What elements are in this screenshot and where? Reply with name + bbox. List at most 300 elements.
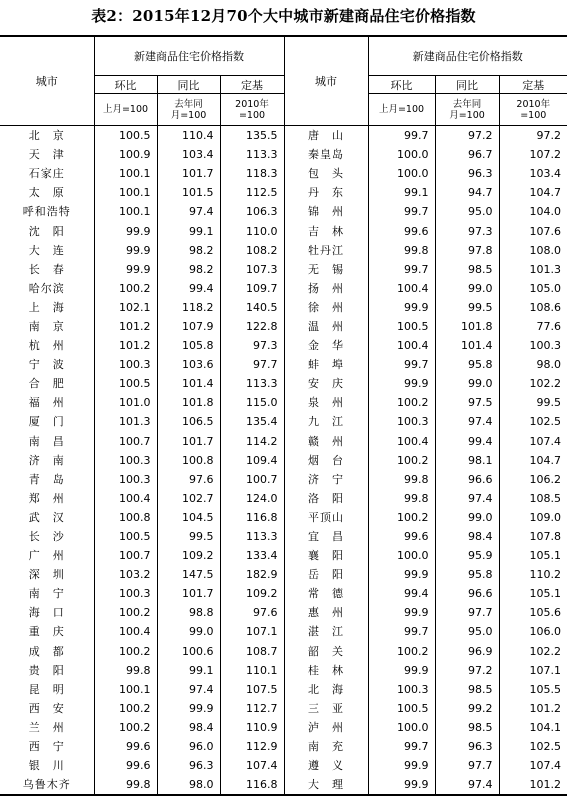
right-city-cell: 湛 江	[284, 622, 368, 641]
right-base-cell: 107.1	[529, 663, 562, 677]
right-city-cell: 泉 州	[284, 393, 368, 412]
left-yoy-cell: 103.4	[157, 145, 220, 164]
left-yoy-cell: 99.9	[157, 699, 220, 718]
right-base-cell: 105.6	[529, 606, 562, 620]
left-mom-cell: 101.2	[94, 317, 157, 336]
left-base-cell: 133.4	[220, 546, 284, 565]
table-row	[0, 584, 567, 603]
right-mom-cell: 99.9	[368, 756, 435, 775]
left-yoy-cell: 109.2	[157, 546, 220, 565]
right-yoy-cell: 97.7	[435, 603, 499, 622]
table-row	[0, 508, 567, 527]
yoy-sub-line2: 月=100	[170, 109, 207, 121]
right-yoy-cell: 101.8	[435, 317, 499, 336]
left-base-cell: 108.2	[220, 241, 284, 260]
table-row	[0, 279, 567, 298]
right-yoy-cell: 99.4	[435, 432, 499, 451]
right-yoy-cell: 96.9	[435, 642, 499, 661]
right-yoy-cell: 98.4	[435, 527, 499, 546]
yoy-sub-line2: 月=100	[449, 109, 485, 121]
left-city-cell: 西 宁	[0, 737, 94, 756]
right-base-cell: 107.8	[529, 530, 562, 544]
table-row	[0, 622, 567, 641]
left-yoy-cell: 97.4	[157, 202, 220, 221]
right-city-cell: 北 海	[284, 680, 368, 699]
left-mom-cell: 102.1	[94, 298, 157, 317]
left-base-cell: 115.0	[220, 393, 284, 412]
right-base-cell: 107.4	[529, 434, 562, 448]
right-city-cell: 赣 州	[284, 432, 368, 451]
left-mom-cell: 99.8	[94, 775, 157, 795]
table-row	[0, 221, 567, 240]
right-base-cell: 101.2	[499, 775, 567, 795]
left-mom-cell: 99.9	[94, 221, 157, 240]
yoy-sub-left	[157, 94, 220, 126]
table-title: 表2：2015年12月70个大中城市新建商品住宅价格指数	[91, 7, 476, 25]
right-mom-cell: 99.4	[368, 584, 435, 603]
group-header-right: 新建商品住宅价格指数	[368, 36, 567, 76]
base-sub-line1: 2010年	[235, 98, 269, 110]
left-yoy-cell: 103.6	[157, 355, 220, 374]
right-mom-cell: 100.5	[368, 317, 435, 336]
left-city-cell: 济 南	[0, 451, 94, 470]
table-row	[0, 355, 567, 374]
left-base-cell: 97.6	[220, 603, 284, 622]
left-mom-cell: 103.2	[94, 565, 157, 584]
base-sub-left	[220, 94, 284, 126]
left-base-cell: 106.3	[220, 202, 284, 221]
right-city-cell: 九 江	[284, 412, 368, 431]
right-mom-cell: 99.7	[368, 260, 435, 279]
left-mom-cell: 100.2	[94, 718, 157, 737]
left-base-cell: 122.8	[220, 317, 284, 336]
left-yoy-cell: 100.8	[157, 451, 220, 470]
right-base-cell: 107.6	[529, 224, 562, 238]
right-mom-cell: 99.6	[368, 527, 435, 546]
table-row	[0, 374, 567, 393]
right-base-cell: 104.7	[529, 186, 562, 200]
left-yoy-cell: 98.2	[157, 241, 220, 260]
left-yoy-cell: 98.4	[157, 718, 220, 737]
right-base-cell: 106.0	[529, 625, 562, 639]
right-base-cell: 102.5	[529, 415, 562, 429]
right-city-cell: 包 头	[284, 164, 368, 183]
left-yoy-cell: 101.8	[157, 393, 220, 412]
left-mom-cell: 100.7	[94, 546, 157, 565]
right-mom-cell: 99.9	[368, 374, 435, 393]
right-mom-cell: 99.7	[368, 126, 435, 146]
left-mom-cell: 99.6	[94, 737, 157, 756]
right-city-cell: 平顶山	[284, 508, 368, 527]
left-base-cell: 110.1	[220, 661, 284, 680]
right-yoy-cell: 97.8	[435, 241, 499, 260]
table-row	[0, 145, 567, 164]
left-yoy-cell: 147.5	[157, 565, 220, 584]
right-city-cell: 泸 州	[284, 718, 368, 737]
right-yoy-cell: 99.2	[435, 699, 499, 718]
right-mom-cell: 99.8	[368, 470, 435, 489]
right-yoy-cell: 98.5	[435, 718, 499, 737]
right-mom-cell: 100.0	[368, 164, 435, 183]
left-city-cell: 长 沙	[0, 527, 94, 546]
left-city-cell: 广 州	[0, 546, 94, 565]
left-base-cell: 182.9	[220, 565, 284, 584]
right-base-cell: 109.0	[529, 510, 562, 524]
right-city-cell: 金 华	[284, 336, 368, 355]
left-mom-cell: 101.3	[94, 412, 157, 431]
left-yoy-cell: 99.0	[157, 622, 220, 641]
left-base-cell: 116.8	[220, 775, 284, 795]
left-city-cell: 呼和浩特	[0, 202, 94, 221]
table-row	[0, 260, 567, 279]
right-city-cell: 惠 州	[284, 603, 368, 622]
table-row	[0, 202, 567, 221]
left-base-cell: 135.4	[220, 412, 284, 431]
mom-sub-right: 上月=100	[368, 94, 435, 126]
right-base-cell: 105.1	[529, 587, 562, 601]
right-mom-cell: 100.4	[368, 279, 435, 298]
mom-sub-left: 上月=100	[94, 94, 157, 126]
right-city-cell: 洛 阳	[284, 489, 368, 508]
right-yoy-cell: 97.5	[435, 393, 499, 412]
left-city-cell: 郑 州	[0, 489, 94, 508]
left-base-cell: 107.4	[220, 756, 284, 775]
left-mom-cell: 100.3	[94, 355, 157, 374]
right-mom-cell: 100.2	[368, 393, 435, 412]
group-header-left: 新建商品住宅价格指数	[94, 36, 284, 76]
yoy-sub-line1: 去年同	[452, 98, 482, 110]
left-yoy-cell: 107.9	[157, 317, 220, 336]
right-mom-cell: 99.7	[368, 355, 435, 374]
left-mom-cell: 100.5	[94, 527, 157, 546]
left-yoy-cell: 99.4	[157, 279, 220, 298]
right-mom-cell: 100.5	[368, 699, 435, 718]
left-base-cell: 113.3	[220, 374, 284, 393]
left-city-cell: 沈 阳	[0, 221, 94, 240]
right-mom-cell: 100.0	[368, 145, 435, 164]
right-city-cell: 蚌 埠	[284, 355, 368, 374]
right-mom-cell: 99.1	[368, 183, 435, 202]
left-yoy-cell: 96.0	[157, 737, 220, 756]
right-yoy-cell: 95.8	[435, 355, 499, 374]
right-city-cell: 大 理	[284, 775, 368, 795]
left-base-cell: 107.5	[220, 680, 284, 699]
right-base-cell: 103.4	[529, 167, 562, 181]
right-city-cell: 济 宁	[284, 470, 368, 489]
table-row	[0, 680, 567, 699]
table-row	[0, 756, 567, 775]
left-base-cell: 113.3	[220, 527, 284, 546]
left-mom-cell: 101.2	[94, 336, 157, 355]
left-city-cell: 青 岛	[0, 470, 94, 489]
right-base-cell: 110.2	[529, 568, 562, 582]
mom-header-left: 环比	[94, 76, 157, 94]
left-city-cell: 合 肥	[0, 374, 94, 393]
right-yoy-cell: 97.3	[435, 221, 499, 240]
right-base-cell: 102.2	[529, 644, 562, 658]
right-city-cell: 桂 林	[284, 661, 368, 680]
right-mom-cell: 99.9	[368, 565, 435, 584]
right-mom-cell: 100.2	[368, 642, 435, 661]
right-city-cell: 常 德	[284, 584, 368, 603]
right-city-cell: 三 亚	[284, 699, 368, 718]
left-yoy-cell: 105.8	[157, 336, 220, 355]
base-header-right: 定基	[499, 76, 567, 94]
left-yoy-cell: 98.0	[157, 775, 220, 795]
base-sub-line2: =100	[238, 109, 266, 121]
price-index-table	[0, 35, 567, 796]
left-mom-cell: 100.5	[94, 374, 157, 393]
left-mom-cell: 100.4	[94, 489, 157, 508]
left-city-cell: 武 汉	[0, 508, 94, 527]
right-yoy-cell: 99.0	[435, 374, 499, 393]
right-city-cell: 徐 州	[284, 298, 368, 317]
table-row	[0, 527, 567, 546]
table-row	[0, 183, 567, 202]
left-city-cell: 深 圳	[0, 565, 94, 584]
right-base-cell: 102.2	[529, 377, 562, 391]
right-city-cell: 遵 义	[284, 756, 368, 775]
left-mom-cell: 99.9	[94, 260, 157, 279]
left-base-cell: 112.9	[220, 737, 284, 756]
right-base-cell: 108.0	[529, 243, 562, 257]
left-yoy-cell: 104.5	[157, 508, 220, 527]
table-row	[0, 565, 567, 584]
table-row	[0, 432, 567, 451]
right-yoy-cell: 96.3	[435, 737, 499, 756]
table-row	[0, 317, 567, 336]
right-yoy-cell: 98.5	[435, 680, 499, 699]
right-city-cell: 烟 台	[284, 451, 368, 470]
right-city-cell: 唐 山	[284, 126, 368, 146]
right-mom-cell: 100.0	[368, 718, 435, 737]
left-city-cell: 长 春	[0, 260, 94, 279]
base-header-left: 定基	[220, 76, 284, 94]
left-base-cell: 97.3	[220, 336, 284, 355]
right-base-cell: 107.2	[529, 148, 562, 162]
right-yoy-cell: 97.4	[435, 775, 499, 795]
left-base-cell: 97.7	[220, 355, 284, 374]
right-yoy-cell: 97.2	[435, 661, 499, 680]
right-city-cell: 岳 阳	[284, 565, 368, 584]
table-body	[0, 126, 567, 796]
left-city-cell: 厦 门	[0, 412, 94, 431]
right-city-cell: 吉 林	[284, 221, 368, 240]
left-city-cell: 昆 明	[0, 680, 94, 699]
left-mom-cell: 100.3	[94, 584, 157, 603]
left-base-cell: 109.2	[220, 584, 284, 603]
right-yoy-cell: 94.7	[435, 183, 499, 202]
right-city-cell: 南 充	[284, 737, 368, 756]
right-base-cell: 104.7	[529, 453, 562, 467]
left-base-cell: 118.3	[220, 164, 284, 183]
right-yoy-cell: 96.6	[435, 470, 499, 489]
right-yoy-cell: 96.3	[435, 164, 499, 183]
right-city-cell: 宜 昌	[284, 527, 368, 546]
left-yoy-cell: 101.7	[157, 432, 220, 451]
table-row	[0, 775, 567, 795]
left-yoy-cell: 102.7	[157, 489, 220, 508]
right-yoy-cell: 99.5	[435, 298, 499, 317]
table-row	[0, 298, 567, 317]
left-base-cell: 110.0	[220, 221, 284, 240]
table-row	[0, 603, 567, 622]
left-yoy-cell: 96.3	[157, 756, 220, 775]
left-mom-cell: 100.1	[94, 680, 157, 699]
left-mom-cell: 100.8	[94, 508, 157, 527]
right-yoy-cell: 96.6	[435, 584, 499, 603]
left-mom-cell: 100.3	[94, 451, 157, 470]
right-yoy-cell: 97.4	[435, 489, 499, 508]
right-base-cell: 106.2	[529, 472, 562, 486]
left-base-cell: 112.5	[220, 183, 284, 202]
left-yoy-cell: 106.5	[157, 412, 220, 431]
left-yoy-cell: 101.7	[157, 584, 220, 603]
left-mom-cell: 100.2	[94, 642, 157, 661]
table-row	[0, 546, 567, 565]
left-base-cell: 140.5	[220, 298, 284, 317]
left-yoy-cell: 98.8	[157, 603, 220, 622]
right-city-cell: 牡丹江	[284, 241, 368, 260]
right-mom-cell: 99.7	[368, 737, 435, 756]
right-mom-cell: 100.0	[368, 546, 435, 565]
left-mom-cell: 100.1	[94, 202, 157, 221]
city-header-left: 城市	[0, 36, 94, 126]
left-city-cell: 福 州	[0, 393, 94, 412]
right-yoy-cell: 98.1	[435, 451, 499, 470]
left-base-cell: 108.7	[220, 642, 284, 661]
left-mom-cell: 100.2	[94, 603, 157, 622]
left-city-cell: 贵 阳	[0, 661, 94, 680]
right-city-cell: 襄 阳	[284, 546, 368, 565]
left-city-cell: 成 都	[0, 642, 94, 661]
left-city-cell: 南 宁	[0, 584, 94, 603]
right-base-cell: 100.3	[529, 339, 562, 353]
right-mom-cell: 100.3	[368, 680, 435, 699]
right-base-cell: 107.4	[529, 759, 562, 773]
right-mom-cell: 100.4	[368, 336, 435, 355]
right-base-cell: 77.6	[536, 319, 562, 333]
left-yoy-cell: 99.5	[157, 527, 220, 546]
yoy-sub-line1: 去年同	[174, 98, 203, 110]
left-base-cell: 110.9	[220, 718, 284, 737]
left-yoy-cell: 98.2	[157, 260, 220, 279]
left-city-cell: 天 津	[0, 145, 94, 164]
right-base-cell: 104.0	[529, 205, 562, 219]
left-city-cell: 南 京	[0, 317, 94, 336]
right-mom-cell: 99.7	[368, 622, 435, 641]
left-base-cell: 112.7	[220, 699, 284, 718]
table-row	[0, 642, 567, 661]
left-mom-cell: 100.1	[94, 164, 157, 183]
base-sub-line2: =100	[520, 109, 547, 121]
table-row	[0, 164, 567, 183]
right-city-cell: 秦皇岛	[284, 145, 368, 164]
left-base-cell: 109.7	[220, 279, 284, 298]
left-mom-cell: 100.9	[94, 145, 157, 164]
right-base-cell: 105.5	[529, 682, 562, 696]
right-base-cell: 99.5	[536, 396, 562, 410]
right-yoy-cell: 95.0	[435, 622, 499, 641]
left-yoy-cell: 101.5	[157, 183, 220, 202]
left-city-cell: 太 原	[0, 183, 94, 202]
table-row	[0, 737, 567, 756]
left-mom-cell: 99.6	[94, 756, 157, 775]
base-sub-line1: 2010年	[516, 98, 551, 110]
table-row	[0, 393, 567, 412]
left-yoy-cell: 99.1	[157, 661, 220, 680]
left-base-cell: 124.0	[220, 489, 284, 508]
left-yoy-cell: 101.7	[157, 164, 220, 183]
table-header	[0, 36, 567, 126]
right-mom-cell: 99.9	[368, 603, 435, 622]
left-city-cell: 乌鲁木齐	[0, 775, 94, 795]
right-base-cell: 98.0	[536, 358, 562, 372]
left-mom-cell: 100.2	[94, 279, 157, 298]
left-yoy-cell: 97.4	[157, 680, 220, 699]
left-city-cell: 宁 波	[0, 355, 94, 374]
right-base-cell: 108.6	[529, 300, 562, 314]
table-row	[0, 126, 567, 146]
right-mom-cell: 100.4	[368, 432, 435, 451]
table-row	[0, 412, 567, 431]
right-mom-cell: 99.9	[368, 298, 435, 317]
left-yoy-cell: 110.4	[157, 126, 220, 146]
left-base-cell: 116.8	[220, 508, 284, 527]
left-base-cell: 107.1	[220, 622, 284, 641]
right-base-cell: 104.1	[529, 720, 562, 734]
yoy-header-right: 同比	[435, 76, 499, 94]
right-yoy-cell: 99.0	[435, 508, 499, 527]
left-city-cell: 海 口	[0, 603, 94, 622]
right-mom-cell: 99.6	[368, 221, 435, 240]
left-city-cell: 西 安	[0, 699, 94, 718]
right-yoy-cell: 95.8	[435, 565, 499, 584]
right-base-cell: 108.5	[529, 491, 562, 505]
table-row	[0, 489, 567, 508]
left-yoy-cell: 101.4	[157, 374, 220, 393]
left-mom-cell: 101.0	[94, 393, 157, 412]
left-city-cell: 哈尔滨	[0, 279, 94, 298]
right-yoy-cell: 95.9	[435, 546, 499, 565]
left-mom-cell: 99.9	[94, 241, 157, 260]
left-mom-cell: 100.5	[94, 126, 157, 146]
left-mom-cell: 99.8	[94, 661, 157, 680]
right-base-cell: 101.3	[529, 262, 562, 276]
right-mom-cell: 99.8	[368, 241, 435, 260]
right-city-cell: 韶 关	[284, 642, 368, 661]
left-base-cell: 113.3	[220, 145, 284, 164]
table-row	[0, 470, 567, 489]
right-yoy-cell: 101.4	[435, 336, 499, 355]
left-mom-cell: 100.1	[94, 183, 157, 202]
right-yoy-cell: 97.7	[435, 756, 499, 775]
left-mom-cell: 100.2	[94, 699, 157, 718]
right-mom-cell: 100.2	[368, 451, 435, 470]
right-yoy-cell: 97.4	[435, 412, 499, 431]
right-mom-cell: 99.9	[368, 775, 435, 795]
table-row	[0, 699, 567, 718]
right-yoy-cell: 96.7	[435, 145, 499, 164]
table-row	[0, 451, 567, 470]
yoy-sub-right	[435, 94, 499, 126]
left-base-cell: 107.3	[220, 260, 284, 279]
right-yoy-cell: 97.2	[435, 126, 499, 146]
left-mom-cell: 100.7	[94, 432, 157, 451]
table-row	[0, 241, 567, 260]
right-city-cell: 无 锡	[284, 260, 368, 279]
right-mom-cell: 99.8	[368, 489, 435, 508]
